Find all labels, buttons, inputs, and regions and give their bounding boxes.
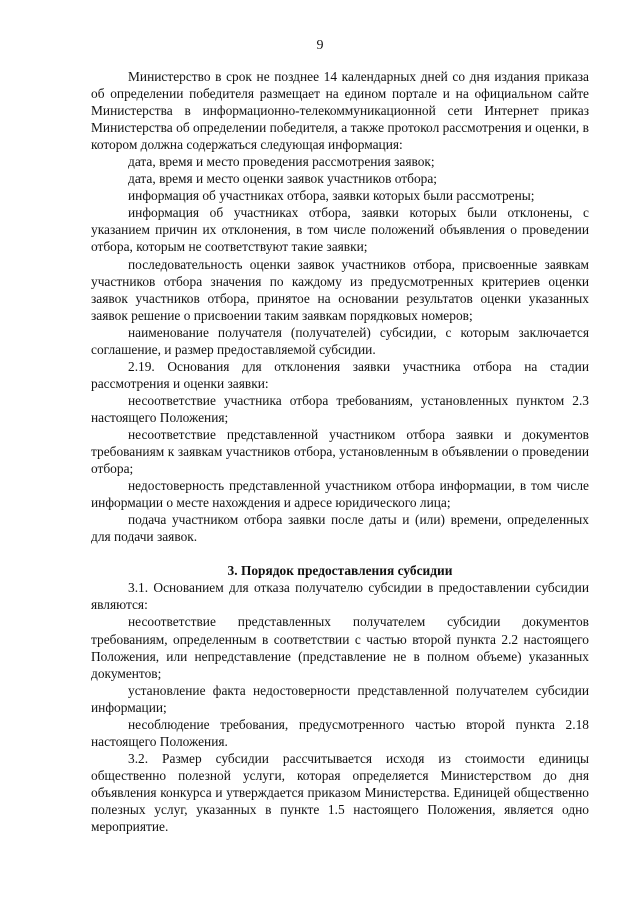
list-item-late-submission: подача участником отбора заявки после даты и (или) времени, определенных для подачи заявок. — [91, 512, 589, 545]
clause-2-19: 2.19. Основания для отклонения заявки участника отбора на стадии рассмотрения и оценки заявки: — [91, 358, 589, 391]
list-item-review-date: дата, время и место проведения рассмотрения заявок; — [128, 154, 435, 170]
list-item-false-recipient-information: установление факта недостоверности представленной получателем субсидии информации; — [91, 682, 589, 715]
list-item-requirement-noncompliance: несоблюдение требования, предусмотренного частью второй пункта 2.18 настоящего Положения. — [91, 716, 589, 749]
list-item-reviewed-participants: информация об участниках отбора, заявки которых были рассмотрены; — [128, 188, 535, 204]
list-item-evaluation-sequence: последовательность оценки заявок участников отбора, присвоенные заявкам участников отбора значения по каждому из предусмотренных критериев оценки заявок участников отбора, принятое на основании результатов оценки указанных заявок решение о присвоении таким заявкам порядковых номеров; — [91, 256, 589, 323]
list-item-application-mismatch: несоответствие представленной участником отбора заявки и документов требованиям к заявкам участников отбора, установленным в объявлении о проведении отбора; — [91, 426, 589, 477]
list-item-recipient-name: наименование получателя (получателей) субсидии, с которым заключается соглашение, и размер предоставляемой субсидии. — [91, 324, 589, 357]
document-body — [91, 68, 589, 835]
section-heading: 3. Порядок предоставления субсидии — [227, 563, 453, 579]
list-item-false-information: недостоверность представленной участником отбора информации, в том числе информации о месте нахождения и адресе юридического лица; — [91, 478, 589, 511]
clause-3-1: 3.1. Основанием для отказа получателю субсидии в предоставлении субсидии являются: — [91, 580, 589, 613]
list-item-documents-mismatch: несоответствие представленных получателем субсидии документов требованиям, определенным в соответствии с частью второй пункта 2.2 настоящего Положения, или непредставление (представление не в полном объеме) указанных документов; — [91, 614, 589, 681]
page-number: 9 — [316, 38, 324, 53]
list-item-participant-mismatch: несоответствие участника отбора требованиям, установленных пунктом 2.3 настоящего Положения; — [91, 392, 589, 425]
list-item-evaluation-date: дата, время и место оценки заявок участников отбора; — [128, 171, 438, 187]
clause-3-2: 3.2. Размер субсидии рассчитывается исходя из стоимости единицы общественно полезной услуги, которая определяется Министерством до дня объявления конкурса и утверждается приказом Министерства. Единицей общественно полезных услуг, указанных в пункте 1.5 настоящего Положения, является одно мероприятие. — [91, 750, 589, 835]
paragraph-ministry-publication: Министерство в срок не позднее 14 календарных дней со дня издания приказа об определении победителя размещает на едином портале и на официальном сайте Министерства в информационно-телекоммуникационной сети Интернет приказ Министерства об определении победителя, а также протокол рассмотрения и оценки, в котором должна содержаться следующая информация: — [91, 69, 589, 153]
list-item-rejected-participants: информация об участниках отбора, заявки которых были отклонены, с указанием причин их отклонения, в том числе положений объявления о проведении отбора, которым не соответствуют такие заявки; — [91, 205, 589, 255]
